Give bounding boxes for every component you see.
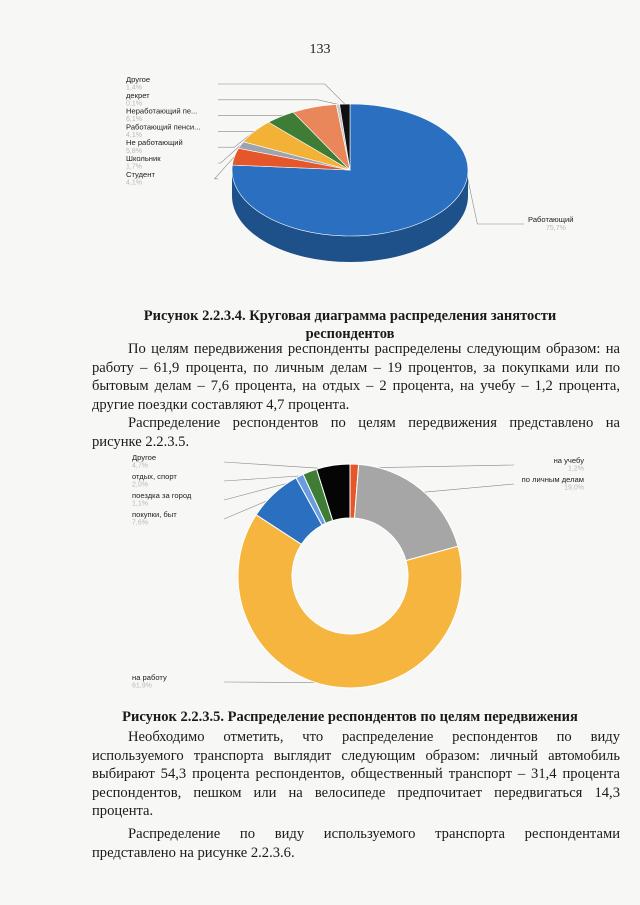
pie2-value-1: 19,0% bbox=[564, 484, 584, 492]
pie2-label-3: покупки, быт bbox=[132, 510, 177, 519]
pie1-value-1: 4,1% bbox=[126, 179, 142, 187]
figure-caption-2-2-3-5: Рисунок 2.2.3.5. Распределение респондентов по целям передвижения bbox=[122, 709, 578, 725]
paragraph-transport-types bbox=[92, 728, 620, 862]
employment-pie-chart bbox=[110, 70, 600, 295]
pie1-value-2: 1,7% bbox=[126, 163, 142, 171]
pie1-leader-7 bbox=[218, 84, 345, 104]
pie2-label-6: Другое bbox=[132, 453, 157, 462]
pie1-label-6: декрет bbox=[126, 90, 150, 100]
pie1-label-1: Студент bbox=[126, 169, 155, 179]
pie2-leader-1 bbox=[419, 484, 514, 493]
pie2-leader-6 bbox=[224, 462, 334, 469]
pie1-leader-0 bbox=[467, 177, 524, 224]
pie2-slice-1 bbox=[354, 464, 457, 560]
pie2-label-0: на учебу bbox=[553, 456, 584, 465]
pie2-value-0: 1,2% bbox=[568, 465, 584, 473]
paragraph-1: По целям передвижения респонденты распределены следующим образом: на работу – 61,9 процента, по личным делам – 19 процентов, за покупками или по бытовым делам – 7,6 процента, на отдых – 2 процента, на учебу – 1,2 процента, другие поездки составляют 4,7 процента. bbox=[92, 341, 620, 413]
pie1-label-5: Неработающий пе... bbox=[126, 106, 198, 116]
pie2-value-2: 61,9% bbox=[132, 682, 152, 690]
pie2-value-6: 4,7% bbox=[132, 462, 148, 470]
pie1-leader-6 bbox=[218, 100, 338, 105]
paragraph-2: Распределение респондентов по целям передвижения представлено на рисунке 2.2.3.5. bbox=[92, 415, 620, 450]
pie1-value-5: 6,1% bbox=[126, 116, 142, 124]
pie1-value-4: 4,1% bbox=[126, 132, 142, 139]
pie2-value-4: 1,1% bbox=[132, 500, 148, 508]
pie2-label-1: по личным делам bbox=[521, 475, 584, 484]
pie1-value-6: 0,1% bbox=[126, 100, 142, 108]
pie2-label-5: отдых, спорт bbox=[132, 472, 177, 481]
page-number: 133 bbox=[309, 42, 331, 57]
paragraph-travel-purposes bbox=[92, 340, 620, 452]
paragraph-3: Необходимо отметить, что распределение респондентов по виду используемого транспорта выглядит следующим образом: личный автомобиль выбирают 54,3 процента респондентов, общественный транспорт – 31,4 процента респондентов, пешком или на велосипеде предпочитает передвигаться 14,3 процента. bbox=[92, 729, 620, 820]
pie1-value-3: 5,8% bbox=[126, 147, 142, 155]
travel-purpose-donut-chart bbox=[110, 448, 600, 696]
pie2-value-3: 7,6% bbox=[132, 519, 148, 527]
figure-caption-2-2-3-4: Рисунок 2.2.3.4. Круговая диаграмма распределения занятости респондентов bbox=[143, 308, 557, 342]
pie1-label-4: Работающий пенси... bbox=[126, 122, 201, 132]
pie1-label-7: Другое bbox=[126, 75, 151, 84]
pie1-value-0: 75,7% bbox=[546, 225, 566, 232]
paragraph-4: Распределение по виду используемого транспорта респондентами представлено на рисунке 2.2.3.6. bbox=[92, 825, 620, 861]
pie2-label-4: поездка за город bbox=[132, 491, 192, 500]
pie1-value-7: 1,4% bbox=[126, 84, 142, 92]
pie1-label-3: Не работающий bbox=[126, 138, 183, 148]
pie1-label-0: Работающий bbox=[528, 215, 574, 224]
pie2-label-2: на работу bbox=[132, 673, 167, 682]
pie1-label-2: Школьник bbox=[126, 154, 161, 163]
pie2-value-5: 2,0% bbox=[132, 481, 148, 489]
